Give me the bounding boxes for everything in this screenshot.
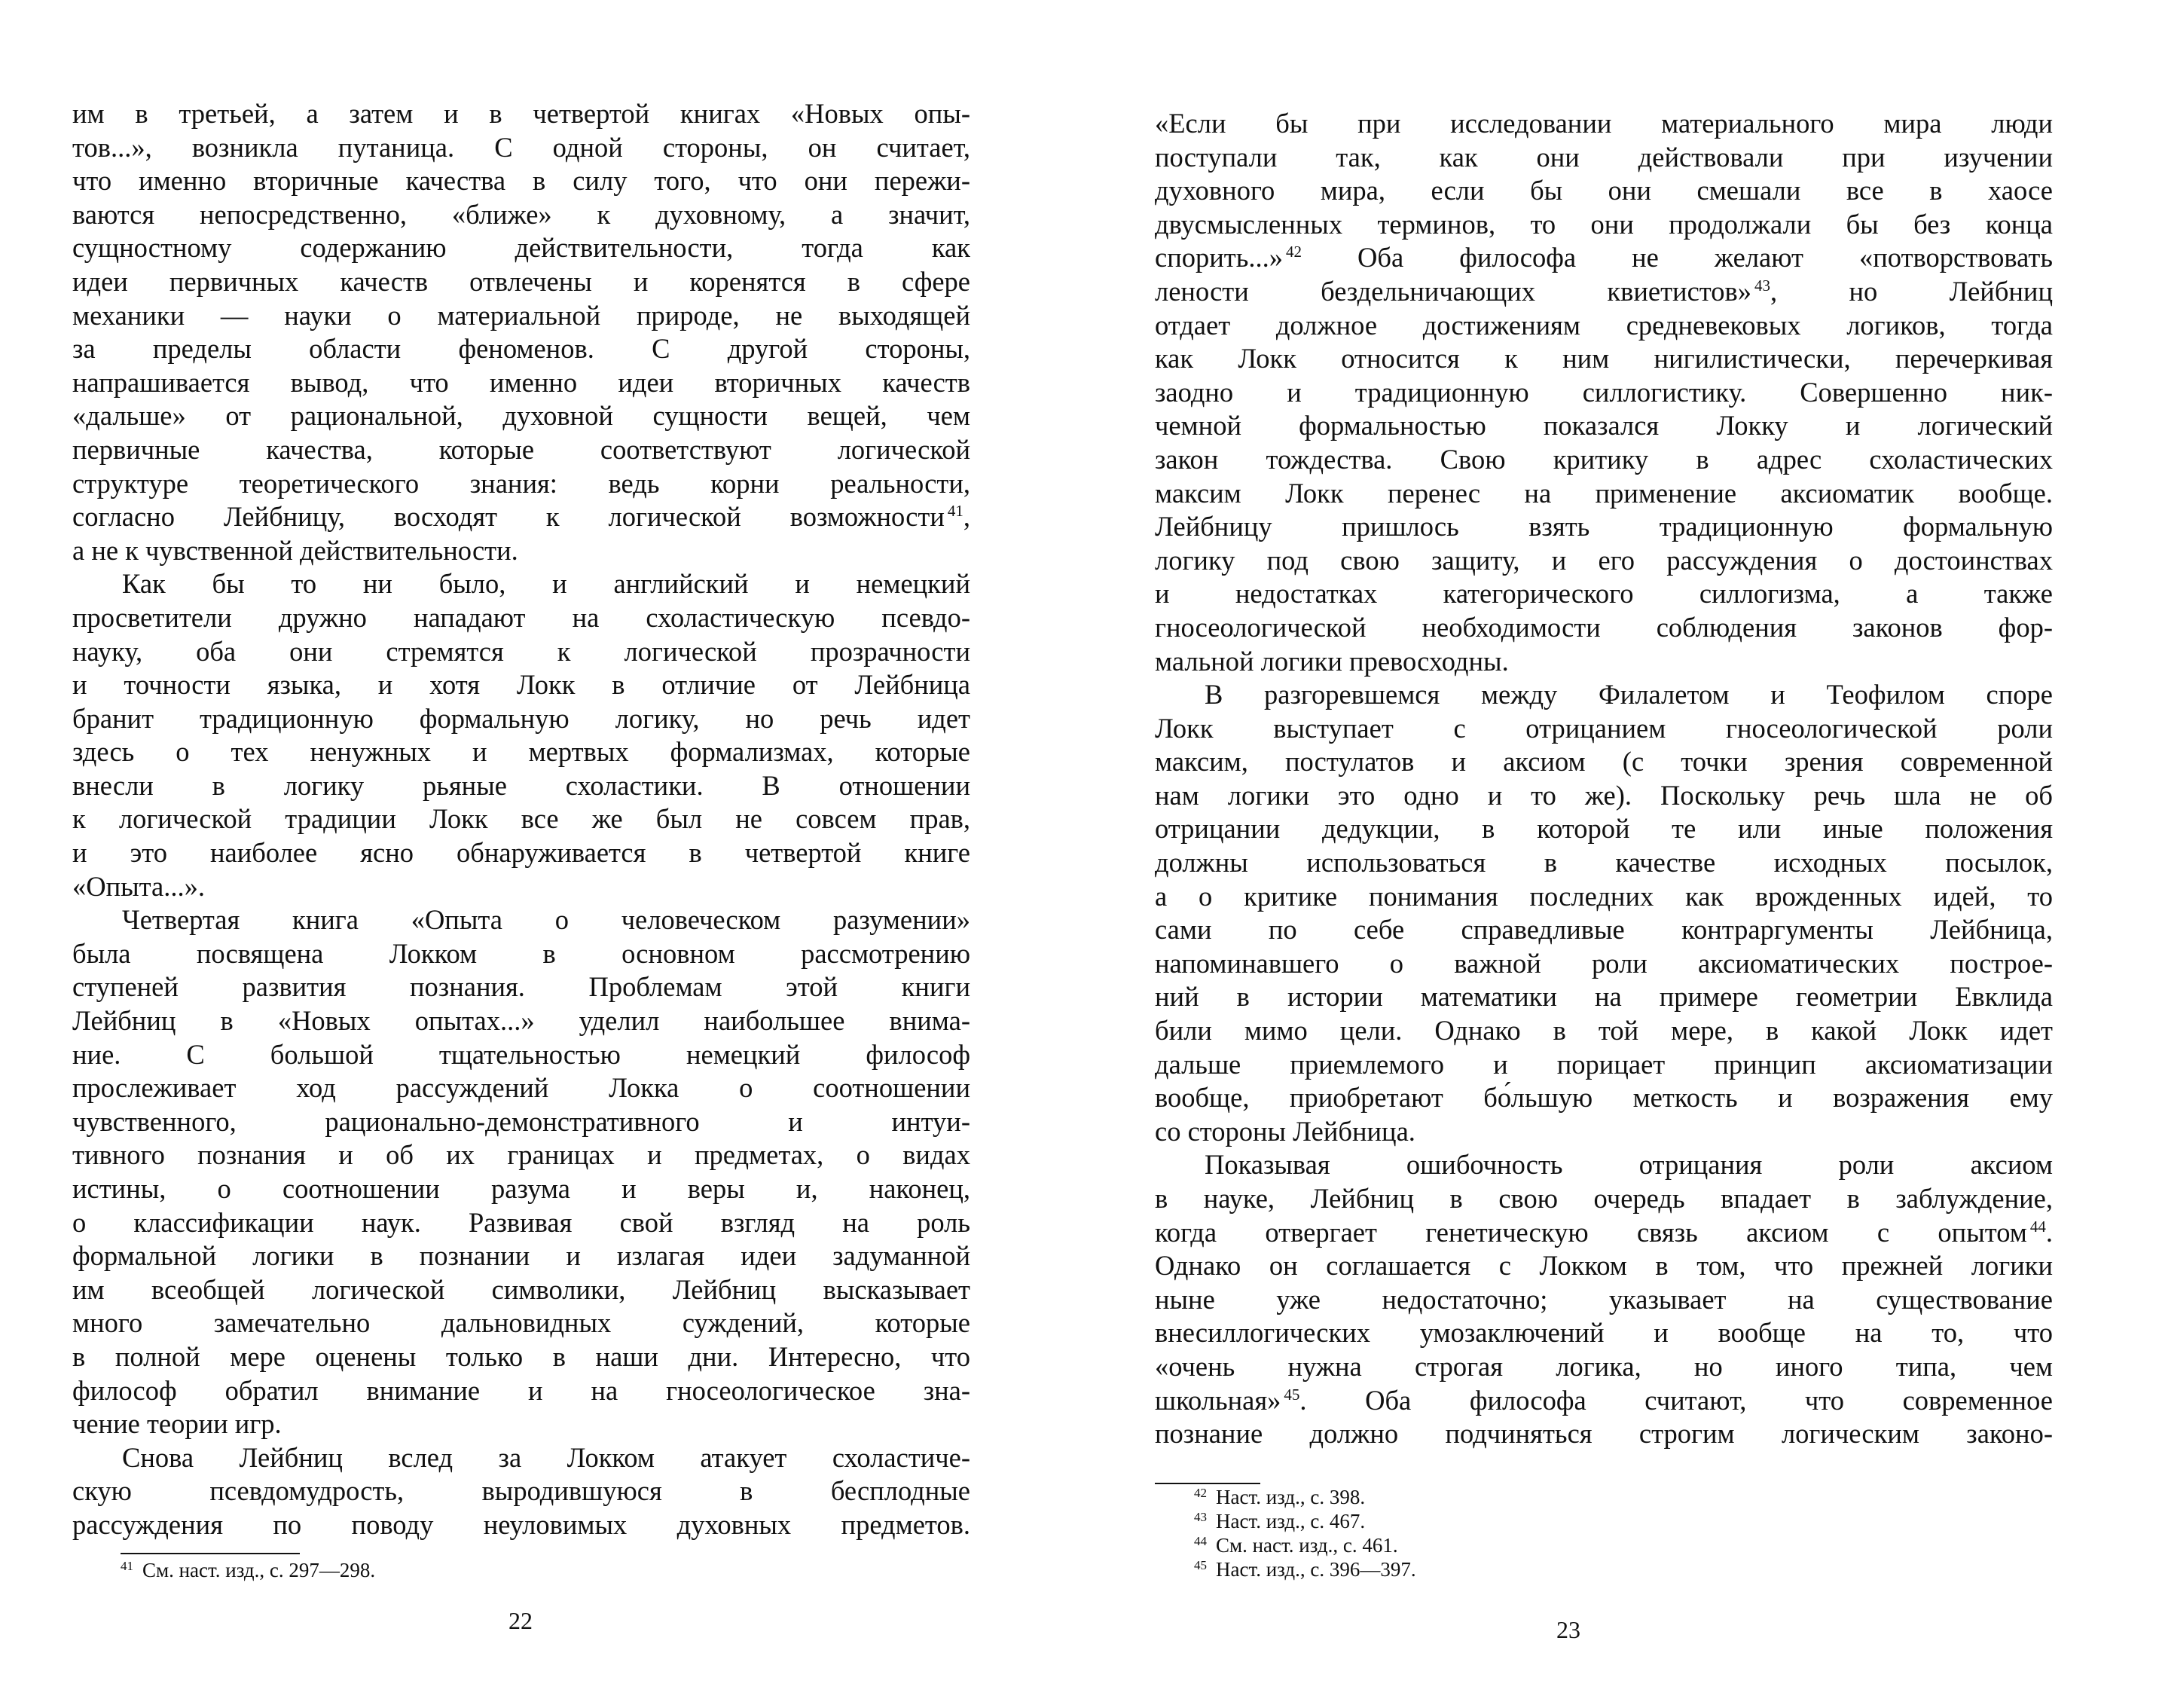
text-line: а не к чувственной действительности. [72,534,518,566]
text-line: когда отвергает генетическую связь аксиом с опытом $^{44}$. [1155,1216,2053,1248]
text-line: внесиллогических умозаключений и вообще на то, что [1155,1317,2053,1349]
text-line: много замечательно дальновидных суждений, которые [72,1307,970,1339]
text-segment: , но Лейбниц [1770,275,2053,307]
text-line: Лейбниц в «Новых опытах...» уделил наибольшее внима- [72,1005,970,1037]
text-line: чемной формальностью показался Локку и логический [1155,410,2053,442]
text-line: нам логики это одно и то же). Поскольку речь шла не об [1155,779,2053,811]
text-line: здесь о тех ненужных и мертвых формализмах, которые [72,736,970,768]
text-line: скую псевдомудрость, выродившуюся в бесплодные [72,1475,970,1507]
text-line: мальной логики превосходны. [1155,645,1509,677]
text-line: отдает должное достижениям средневековых логиков, тогда [1155,309,2053,341]
footnote-text: Наст. изд., с. 396—397. [1216,1558,1416,1581]
text-line: внесли в логику рьяные схоластики. В отношении [72,769,970,801]
page-right [1080,0,2159,1708]
text-line: должны использоваться в качестве исходных посылок, [1155,847,2053,878]
text-line: в науке, Лейбниц в свою очередь впадает в заблуждение, [1155,1183,2053,1214]
text-line: в полной мере оценены только в наши дни. Интересно, что [72,1340,970,1372]
footnote-ref-45: 45 [1284,1385,1300,1404]
text-line: бранит традиционную формальную логику, но речь идет [72,702,970,734]
text-line: максим, постулатов и аксиом (с точки зрения современной [1155,746,2053,778]
footnote-text: Наст. изд., с. 467. [1216,1510,1366,1532]
footnote [1194,1509,1416,1533]
footnote-divider [1155,1483,1260,1484]
text-line [1155,1384,2053,1418]
text-line: напоминавшего о важной роли аксиоматических построе- [1155,947,2053,979]
text-line: били мимо цели. Однако в той мере, в какой Локк идет [1155,1015,2053,1046]
text-line: гносеологической необходимости соблюдения законов фор- [1155,611,2053,643]
text-line: чение теории игр. [72,1408,282,1440]
text-line: о классификации наук. Развивая свой взгляд на роль [72,1206,970,1238]
text-line: ныне уже недостаточно; указывает на существование [1155,1283,2053,1315]
footnote-ref-41: 41 [947,502,963,521]
text-line: и точности языка, и хотя Локк в отличие от Лейбница [72,669,970,701]
footnote-number: 44 [1194,1534,1207,1548]
text-line: и недостатках категорического силлогизма, а также [1155,578,2053,610]
footnote [121,1558,375,1582]
text-line: познание должно подчиняться строгим логическим законо- [1155,1418,2053,1450]
footnote-number: 45 [1194,1558,1207,1572]
paragraph-start: Четвертая книга «Опыта о человеческом разумении» [122,904,970,936]
footnote-ref-42: 42 [1286,243,1302,261]
text-line: «дальше» от рациональной, духовной сущности вещей, чем [72,400,970,432]
footnote [1194,1533,1416,1557]
footnote-ref-44: 44 [2029,1217,2046,1236]
text-line: заодно и традиционную силлогистику. Совершенно ник- [1155,376,2053,408]
text-line: как Локк относится к ним нигилистически, перечеркивая [1155,343,2053,374]
footnote-number: 42 [1194,1486,1207,1500]
text-line: логику под свою защиту, и его рассуждения о достоинствах [1155,544,2053,576]
footnote [1194,1557,1416,1581]
text-line: структуре теоретического знания: ведь корни реальности, [72,467,970,499]
text-line: максим Локк перенес на применение аксиоматик вообще. [1155,477,2053,509]
footnotes [121,1558,375,1582]
text-line: им в третьей, а затем и в четвертой книгах «Новых опы- [72,98,970,129]
text-line: науку, оба они стремятся к логической прозрачности [72,635,970,667]
text-line: истины, о соотношении разума и веры и, наконец, [72,1173,970,1204]
text-line: рассуждения по поводу неуловимых духовных предметов. [72,1508,970,1540]
text-line: вообще, приобретают бо́льшую меткость и возражения ему [1155,1082,2053,1114]
text-segment: когда отвергает генетическую связь аксиом с опытом [1155,1216,2027,1248]
text-line: Однако он соглашается с Локком в том, что прежней логики [1155,1250,2053,1282]
text-line: отрицании дедукции, в которой те или иные положения [1155,813,2053,845]
footnote-number: 43 [1194,1510,1207,1524]
text-line: закон тождества. Свою критику в адрес схоластических [1155,443,2053,475]
text-line: сами по себе справедливые контраргументы Лейбница, [1155,914,2053,946]
text-line [1155,275,2053,309]
text-line: механики — науки о материальной природе, не выходящей [72,299,970,331]
text-line: тивного познания и об их границах и предметах, о видах [72,1139,970,1171]
footnote [1194,1485,1416,1509]
text-line: тов...», возникла путаница. С одной стороны, он считает, [72,131,970,163]
text-line: сущностному содержанию действительности, тогда как [72,232,970,264]
footnotes [1194,1485,1416,1581]
text-segment: Оба философа не желают «потворствовать [1357,242,2054,273]
footnote-ref-43: 43 [1754,276,1770,295]
paragraph-start: Снова Лейбниц вслед за Локком атакует схоластиче- [122,1441,970,1473]
paragraph-start: Показывая ошибочность отрицания роли аксиом [1205,1149,2053,1181]
text-segment: лености бездельничающих квиетистов» [1155,275,1751,307]
text-line: ние. С большой тщательностью немецкий философ [72,1038,970,1070]
footnote-text: См. наст. изд., с. 297—298. [142,1559,376,1581]
text-line: что именно вторичные качества в силу того, что они пережи- [72,165,970,197]
text-line: идеи первичных качеств отвлечены и коренятся в сфере [72,265,970,297]
text-segment: спорить...» [1155,242,1283,273]
text-line: просветители дружно нападают на схоластическую псевдо- [72,601,970,633]
text-line: «Опыта...». [72,870,206,902]
text-line: Локк выступает с отрицанием гносеологической роли [1155,712,2053,744]
page-number: 23 [1556,1616,1580,1643]
text-line: им всеобщей логической символики, Лейбниц высказывает [72,1273,970,1305]
footnote-divider [121,1553,300,1554]
text-line: чувственного, рационально-демонстративного и интуи- [72,1105,970,1137]
text-line: за пределы области феноменов. С другой стороны, [72,333,970,365]
text-line: философ обратил внимание и на гносеологическое зна- [72,1374,970,1406]
text-line: прослеживает ход рассуждений Локка о соотношении [72,1072,970,1104]
text-line: согласно Лейбницу, восходят к логической возможности $^{41}$, [72,501,970,533]
text-line: и это наиболее ясно обнаруживается в четвертой книге [72,837,970,869]
footnote-text: См. наст. изд., с. 461. [1216,1534,1398,1557]
footnote-number: 41 [121,1559,133,1573]
text-line: была посвящена Локком в основном рассмотрению [72,937,970,969]
text-line: ступеней развития познания. Проблемам этой книги [72,971,970,1003]
text-line: дальше приемлемого и порицает принцип аксиоматизации [1155,1048,2053,1080]
text-line: формальной логики в познании и излагая идеи задуманной [72,1240,970,1272]
text-line: поступали так, как они действовали при изучении [1155,141,2053,173]
text-line: двусмысленных терминов, то они продолжали бы без конца [1155,208,2053,240]
text-line: к логической традиции Локк все же был не совсем прав, [72,803,970,835]
body-text [1155,107,2053,1451]
text-line: а о критике понимания последних как врожденных идей, то [1155,880,2053,912]
text-line: духовного мира, если бы они смешали все в хаосе [1155,175,2053,206]
page-number: 22 [508,1607,533,1634]
paragraph-start: Как бы то ни было, и английский и немецкий [122,568,970,600]
text-segment: школьная» [1155,1384,1281,1416]
footnote-text: Наст. изд., с. 398. [1216,1486,1366,1508]
text-line: напрашивается вывод, что именно идеи вторичных качеств [72,366,970,398]
text-line: Лейбницу пришлось взять традиционную формальную [1155,511,2053,542]
text-line [1155,241,2053,275]
text-segment: согласно Лейбницу, восходят к логической возможности [72,501,945,533]
text-line: «Если бы при исследовании материального мира люди [1155,108,2053,139]
text-line: ваются непосредственно, «ближе» к духовному, а значит, [72,198,970,230]
text-line: «очень нужна строгая логика, но иного типа, чем [1155,1350,2053,1382]
body-text [72,97,970,1542]
text-line: первичные качества, которые соответствуют логической [72,433,970,465]
text-line: со стороны Лейбница. [1155,1115,1415,1147]
text-line: ний в истории математики на примере геометрии Евклида [1155,981,2053,1013]
paragraph-start: В разгоревшемся между Филалетом и Теофилом споре [1205,679,2053,710]
text-segment: . Оба философа считают, что современное [1299,1384,2053,1416]
